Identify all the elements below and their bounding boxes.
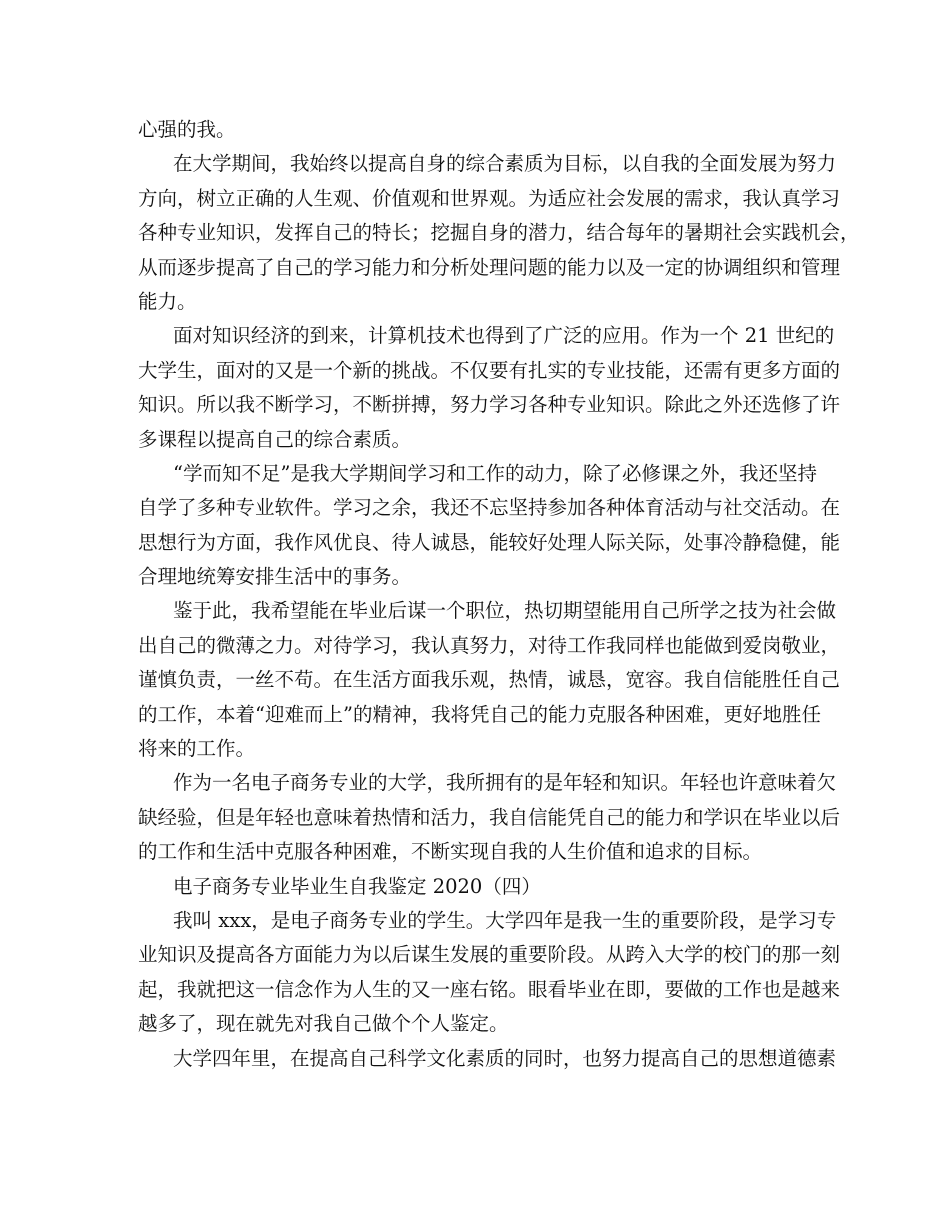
text-line: 的工作和生活中克服各种困难，不断实现自我的人生价值和追求的目标。 (138, 840, 763, 864)
text-line: 作为一名电子商务专业的大学，我所拥有的是年轻和知识。年轻也许意味着欠 (173, 771, 837, 795)
text-line: 鉴于此，我希望能在毕业后谋一个职位，热切期望能用自己所学之技为社会做 (173, 599, 837, 623)
text-line: 起，我就把这一信念作为人生的又一座右铭。眼看毕业在即，要做的工作也是越来 (138, 977, 841, 1001)
text-line: 我叫 xxx，是电子商务专业的学生。大学四年是我一生的重要阶段，是学习专 (173, 908, 837, 932)
text-line: 思想行为方面，我作风优良、待人诚恳，能较好处理人际关际，处事冷静稳健，能 (138, 530, 841, 554)
text-line: 业知识及提高各方面能力为以后谋生发展的重要阶段。从跨入大学的校门的那一刻 (138, 943, 841, 967)
text-line: 知识。所以我不断学习，不断拼搏，努力学习各种专业知识。除此之外还选修了许 (138, 393, 841, 417)
text-line: 缺经验，但是年轻也意味着热情和活力，我自信能凭自己的能力和学识在毕业以后 (138, 805, 841, 829)
text-line: 越多了，现在就先对我自己做个个人鉴定。 (138, 1012, 509, 1036)
text-line: 电子商务专业毕业生自我鉴定 2020（四） (173, 874, 541, 898)
document-page (138, 113, 860, 1076)
text-line: 的工作，本着“迎难而上”的精神，我将凭自己的能力克服各种困难，更好地胜任 (138, 702, 821, 726)
text-line: “学而知不足”是我大学期间学习和工作的动力，除了必修课之外，我还坚持 (173, 461, 817, 485)
text-line: 大学四年里，在提高自己科学文化素质的同时，也努力提高自己的思想道德素 (173, 1046, 837, 1070)
text-line: 谨慎负责，一丝不苟。在生活方面我乐观，热情，诚恳，宽容。我自信能胜任自己 (138, 668, 841, 692)
text-line: 多课程以提高自己的综合素质。 (138, 427, 412, 451)
text-line: 各种专业知识，发挥自己的特长；挖掘自身的潜力，结合每年的暑期社会实践机会， (138, 221, 860, 245)
text-line: 能力。 (138, 289, 197, 313)
text-line: 出自己的微薄之力。对待学习，我认真努力，对待工作我同样也能做到爱岗敬业， (138, 633, 841, 657)
text-line: 在大学期间，我始终以提高自身的综合素质为目标，以自我的全面发展为努力 (173, 152, 837, 176)
text-line: 面对知识经济的到来，计算机技术也得到了广泛的应用。作为一个 21 世纪的 (173, 324, 835, 348)
text-line: 心强的我。 (138, 118, 236, 141)
text-line: 合理地统筹安排生活中的事务。 (138, 565, 412, 589)
text-line: 自学了多种专业软件。学习之余，我还不忘坚持参加各种体育活动与社交活动。在 (138, 496, 841, 520)
text-line: 方向，树立正确的人生观、价值观和世界观。为适应社会发展的需求，我认真学习 (138, 186, 841, 210)
text-line: 大学生，面对的又是一个新的挑战。不仅要有扎实的专业技能，还需有更多方面的 (138, 358, 841, 382)
text-line: 从而逐步提高了自己的学习能力和分析处理问题的能力以及一定的协调组织和管理 (138, 255, 841, 279)
text-line: 将来的工作。 (138, 737, 256, 761)
